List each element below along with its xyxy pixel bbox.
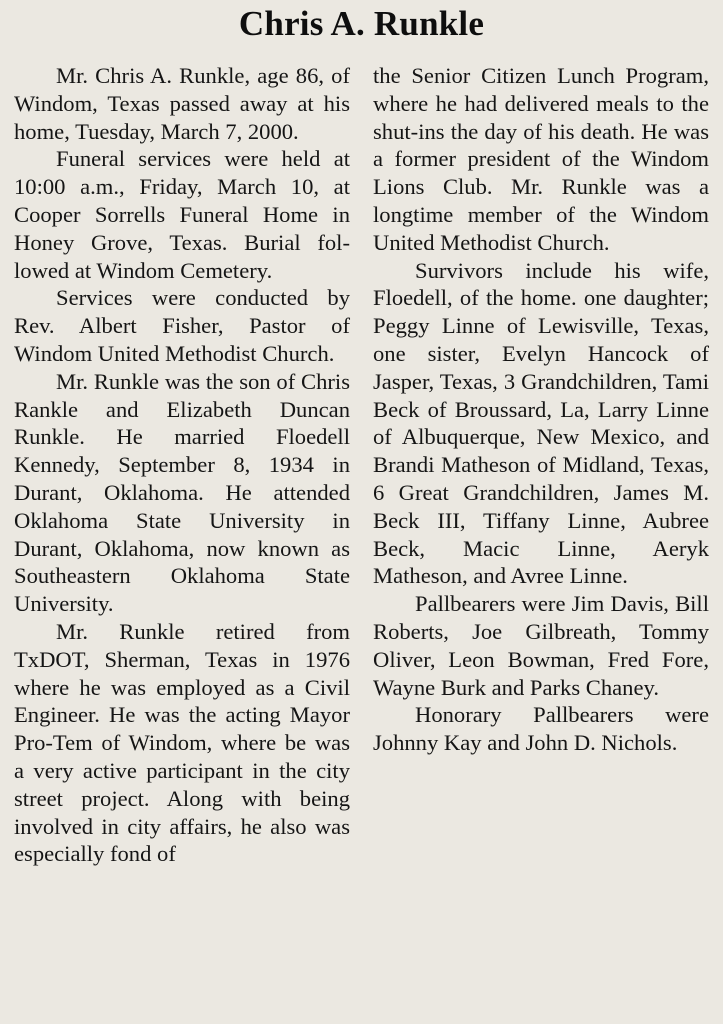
paragraph-death-notice: Mr. Chris A. Runkle, age 86, of Windom, Texas passed away at his home, Tuesday, March 7, 2000. [14, 63, 350, 144]
paragraph-services-conducted: Services were conducted by Rev. Albert Fisher, Pastor of Windom United Methodist Church. [14, 285, 350, 366]
paragraph-survivors: Survivors include his wife, Floedell, of the home. one daughter; Peggy Linne of Lewisville, Texas, one sister, Evelyn Hancock of Jasper, Texas, 3 Grandchildren, Tami Beck of Broussard, La, Larry Linne of Albuquerque, New Mexico, and Brandi Matheson of Midland, Texas, 6 Great Grandchildren, James M. Beck III, Tiffany Linne, Aubree Beck, Macic Linne, Aeryk Matheson, and Avree Linne. [373, 257, 709, 589]
left-column [14, 62, 350, 868]
right-column [373, 62, 709, 757]
paragraph-biography: Mr. Runkle was the son of Chris Rankle and Elizabeth Duncan Runkle. He married Floedell Kennedy, September 8, 1934 in Durant, Oklahoma. He attended Oklahoma State University in Durant, Oklahoma, now known as Southeastern Oklahoma State University. [14, 368, 350, 617]
paragraph-community: the Senior Citizen Lunch Program, where he had delivered meals to the shut-ins the day of his death. He was a former president of the Windom Lions Club. Mr. Runkle was a longtime member of the Windom United Methodist Church. [373, 63, 709, 255]
paragraph-funeral-services: Funeral services were held at 10:00 a.m., Friday, March 10, at Cooper Sorrells Funeral Home in Honey Grove, Texas. Burial followed at Windom Cemetery. [14, 146, 350, 283]
paragraph-career: Mr. Runkle retired from TxDOT, Sherman, Texas in 1976 where he was employed as a Civil Engineer. He was the acting Mayor Pro-Tem of Windom, where be was a very active participant in the city street project. Along with being involved in city affairs, he also was especially fond of [14, 618, 350, 867]
obituary-title: Chris A. Runkle [238, 4, 485, 43]
paragraph-honorary-pallbearers: Honorary Pallbearers were Johnny Kay and John D. Nichols. [373, 702, 709, 756]
paragraph-pallbearers: Pallbearers were Jim Davis, Bill Roberts, Joe Gilbreath, Tommy Oliver, Leon Bowman, Fred Fore, Wayne Burk and Parks Chaney. [373, 591, 709, 700]
